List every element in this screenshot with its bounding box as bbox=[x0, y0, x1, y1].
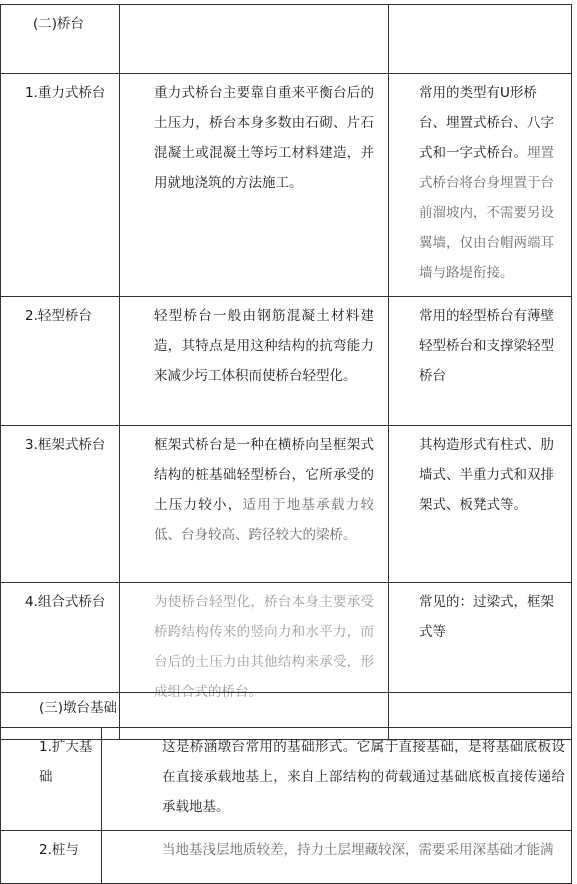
row-name: 4.组合式桥台 bbox=[1, 583, 120, 740]
table-row bbox=[1, 297, 572, 426]
note-extra: 埋置式桥台将台身埋置于台前溜坡内，不需要另设翼墙，仅由台帽两端耳墙与路堤衔接。 bbox=[419, 145, 554, 281]
row-name: 1.扩大基础 bbox=[1, 728, 102, 831]
row-description: 当地基浅层地质较差，持力土层埋藏较深，需要采用深基础才能满 bbox=[102, 831, 572, 884]
desc-extra: 适用于地基承载力较低、台身较高、跨径较大的梁桥。 bbox=[154, 497, 374, 543]
section-label: (三)墩台基础 bbox=[1, 693, 572, 728]
row-description bbox=[120, 426, 389, 583]
table-header-row bbox=[1, 693, 572, 728]
row-name: 2.桩与 bbox=[1, 831, 102, 884]
row-name: 3.框架式桥台 bbox=[1, 426, 120, 583]
note-text: 常用的类型有U形桥台、埋置式桥台、八字式和一字式桥台。 bbox=[419, 85, 554, 161]
row-name: 1.重力式桥台 bbox=[1, 74, 120, 297]
row-note: 其构造形式有柱式、肋墙式、半重力式和双排架式、板凳式等。 bbox=[389, 426, 572, 583]
row-description: 这是桥涵墩台常用的基础形式。它属于直接基础，是将基础底板设在直接承载地基上，来自上部结构的荷载通过基础底板直接传递给承载地基。 bbox=[102, 728, 572, 831]
row-description: 重力式桥台主要靠自重来平衡台后的土压力，桥台本身多数由石砌、片石混凝土或混凝土等圬工材料建造，并用就地浇筑的方法施工。 bbox=[120, 74, 389, 297]
table-row bbox=[1, 831, 572, 884]
row-description: 轻型桥台一般由钢筋混凝土材料建造，其特点是用这种结构的抗弯能力来减少圬工体积而使桥台轻型化。 bbox=[120, 297, 389, 426]
row-note bbox=[389, 74, 572, 297]
header-cell-empty bbox=[120, 5, 389, 74]
row-note: 常见的：过梁式，框架式等 bbox=[389, 583, 572, 740]
bridge-abutment-table bbox=[0, 4, 572, 740]
header-cell-empty bbox=[389, 5, 572, 74]
pier-foundation-table bbox=[0, 692, 572, 884]
row-description: 为使桥台轻型化，桥台本身主要承受桥跨结构传来的竖向力和水平力，而台后的土压力由其他结构来承受，形成组合式的桥台。 bbox=[120, 583, 389, 740]
desc-text: 框架式桥台是一种在横桥向呈框架式结构的桩基础轻型桥台，它所承受的土压力较小， bbox=[154, 437, 374, 513]
table-row bbox=[1, 74, 572, 297]
section-label: (二)桥台 bbox=[1, 5, 120, 74]
table-row bbox=[1, 728, 572, 831]
table-header-row bbox=[1, 5, 572, 74]
table-row bbox=[1, 426, 572, 583]
row-name: 2.轻型桥台 bbox=[1, 297, 120, 426]
row-note: 常用的轻型桥台有薄壁轻型桥台和支撑梁轻型桥台 bbox=[389, 297, 572, 426]
